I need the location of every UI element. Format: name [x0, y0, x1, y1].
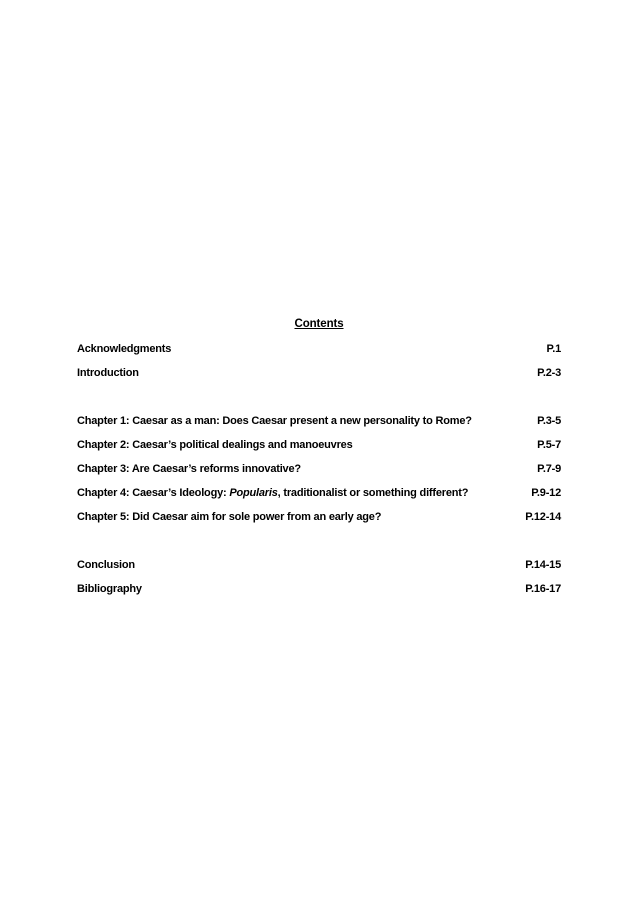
- toc-entry-page: P.16-17: [525, 583, 561, 595]
- toc-entry-page: P.12-14: [525, 511, 561, 523]
- toc-entry-label: Chapter 3: Are Caesar’s reforms innovative?: [77, 463, 301, 475]
- toc-entry-introduction: [77, 365, 561, 381]
- toc-entry-page: P.14-15: [525, 559, 561, 571]
- toc-entry-page: P.3-5: [537, 415, 561, 427]
- toc-entry-bibliography: [77, 581, 561, 597]
- toc-entry-label-end: , traditionalist or something different?: [277, 487, 469, 499]
- contents-heading: Contents: [294, 318, 344, 330]
- toc-entry-label: Introduction: [77, 367, 139, 379]
- toc-entry-page: P.1: [546, 343, 561, 355]
- toc-entry-label-start: Chapter 4: Caesar’s Ideology:: [77, 487, 230, 499]
- toc-entry-label: Chapter 5: Did Caesar aim for sole power from an early age?: [77, 511, 382, 523]
- toc-entry-page: P.9-12: [531, 487, 561, 499]
- toc-entry-chapter-2: [77, 437, 561, 453]
- toc-entry-chapter-1: [77, 413, 561, 429]
- toc-entry-label: Bibliography: [77, 583, 142, 595]
- toc-entry-page: P.2-3: [537, 367, 561, 379]
- toc-entry-chapter-3: [77, 461, 561, 477]
- toc-entry-page: P.7-9: [537, 463, 561, 475]
- toc-entry-label: Chapter 2: Caesar’s political dealings and manoeuvres: [77, 439, 353, 451]
- toc-entry-acknowledgments: [77, 341, 561, 357]
- toc-entry-label: Chapter 1: Caesar as a man: Does Caesar present a new personality to Rome?: [77, 415, 472, 427]
- toc-entry-page: P.5-7: [537, 439, 561, 451]
- toc-entry-label-italic: Popularis: [229, 487, 278, 499]
- table-of-contents: [77, 0, 561, 903]
- toc-entry-label: [77, 487, 468, 499]
- toc-entry-conclusion: [77, 557, 561, 573]
- toc-entry-chapter-4: [77, 485, 561, 501]
- toc-entry-label: Conclusion: [77, 559, 135, 571]
- toc-entry-label: Acknowledgments: [77, 343, 172, 355]
- toc-entry-chapter-5: [77, 509, 561, 525]
